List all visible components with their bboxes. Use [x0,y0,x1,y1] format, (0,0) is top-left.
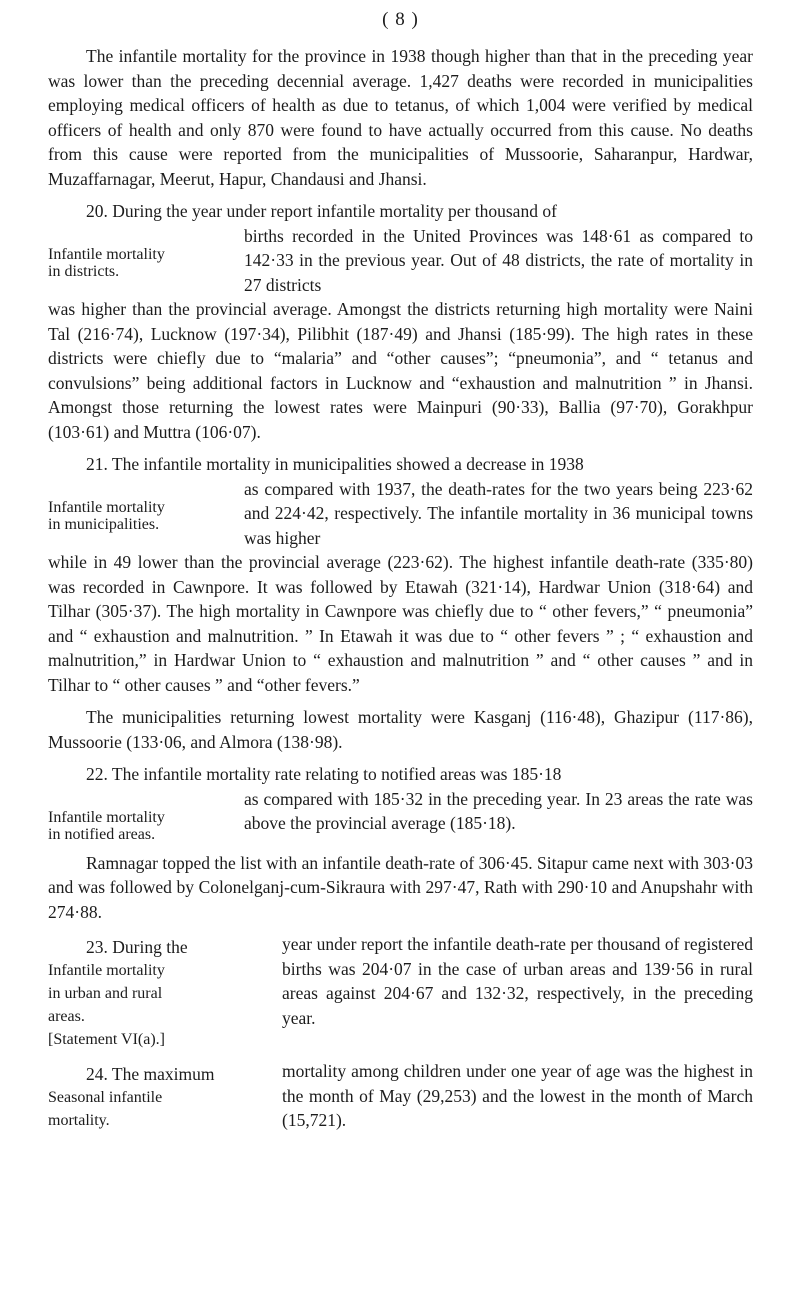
side-label-line: in municipalities. [48,515,160,533]
section-23-side-text: year under report the infantile death-rate per thousand of registered births was 204·07 in the case of urban areas and 139·56 in rural areas against 204·67 and 132·32, respectively, in the preceding year. [282,934,753,1028]
side-label-line: areas. [48,1008,85,1025]
section-24-side-text: mortality among children under one year of age was the highest in the month of May (29,253) and the lowest in the month of March (15,721). [282,1061,753,1130]
side-label-line: in notified areas. [48,825,156,843]
page-number: ( 8 ) [382,9,419,30]
section-20-first-line: 20. During the year under report infantile mortality per thousand of [86,201,557,221]
paragraph-intro: The infantile mortality for the province in 1938 though higher than that in the preceding year was lower than the preceding decennial average. 1,427 deaths were recorded in municipalities employing medical officers of health as due to tetanus, of which 1,004 were verified by medical officers of health and only 870 were found to have actually occurred from this cause. No deaths from this cause were reported from the municipalities of Mussoorie, Saharanpur, Hardwar, Muzaffarnagar, Meerut, Hapur, Chandausi and Jhansi. [48,46,753,189]
section-22-first-line: 22. The infantile mortality rate relating to notified areas was 185·18 [86,764,562,784]
section-20-body: was higher than the provincial average. Amongst the districts returning high mortality were Naini Tal (216·74), Lucknow (197·34), Pilibhit (187·49) and Jhansi (185·99). The high rates in these districts were chiefly due to “malaria” and “other causes”; “pneumonia”, and “ tetanus and convulsions” being additional factors in Lucknow and “exhaustion and malnutrition ” in Jhansi. Amongst those returning the lowest rates were Mainpuri (90·33), Ballia (97·70), Gorakhpur (103·61) and Muttra (106·07). [48,299,753,442]
side-label-line: in urban and rural [48,985,163,1002]
section-23-side-label [48,932,282,1051]
side-label-line: 24. The maximum [86,1064,215,1084]
section-22 [48,762,753,924]
side-label-line: in districts. [48,262,120,280]
side-label-line: 23. During the [86,937,188,957]
section-21-first-line: 21. The infantile mortality in municipalities showed a decrease in 1938 [86,454,584,474]
section-22-side-text: as compared with 185·32 in the preceding year. In 23 areas the rate was above the provincial average (185·18). [244,788,753,833]
section-24 [48,1059,753,1133]
section-21-lowest: The municipalities returning lowest mortality were Kasganj (116·48), Ghazipur (117·86), Mussoorie (133·06, and Almora (138·98). [48,707,753,752]
section-21-side-text: as compared with 1937, the death-rates for the two years being 223·62 and 224·42, respectively. The infantile mortality in 36 municipal towns was higher [244,478,753,548]
side-label-line: [Statement VI(a).] [48,1031,165,1048]
section-20 [48,199,753,444]
section-21-side-label [48,477,244,533]
side-label-line: Infantile mortality [48,498,165,516]
section-20-side-label [48,224,244,280]
section-22-side-label [48,787,244,843]
section-24-side-label [48,1059,282,1132]
side-label-line: mortality. [48,1112,110,1129]
side-label-line: Infantile mortality [48,245,165,263]
section-23 [48,932,753,1051]
side-label-line: Infantile mortality [48,962,165,979]
section-21-body: while in 49 lower than the provincial average (223·62). The highest infantile death-rate (335·80) was recorded in Cawnpore. It was followed by Etawah (321·14), Hardwar Union (318·64) and Tilhar (305·37). The high mortality in Cawnpore was chiefly due to “ other fevers,” “ pneumonia” and “ exhaustion and malnutrition. ” In Etawah it was due to “ other fevers ” ; “ exhaustion and malnutrition,” in Hardwar Union to “ exhaustion and malnutrition ” and “ other causes ” and in Tilhar to “ other causes ” and “other fevers.” [48,552,753,695]
section-21 [48,452,753,754]
section-20-side-text: births recorded in the United Provinces was 148·61 as compared to 142·33 in the previous year. Out of 48 districts, the rate of mortality in 27 districts [244,225,753,295]
side-label-line: Seasonal infantile [48,1089,163,1106]
section-22-body: Ramnagar topped the list with an infantile death-rate of 306·45. Sitapur came next with 303·03 and was followed by Colonelganj-cum-Sikraura with 297·47, Rath with 290·10 and Anupshahr with 274·88. [48,852,753,922]
side-label-line: Infantile mortality [48,808,165,826]
